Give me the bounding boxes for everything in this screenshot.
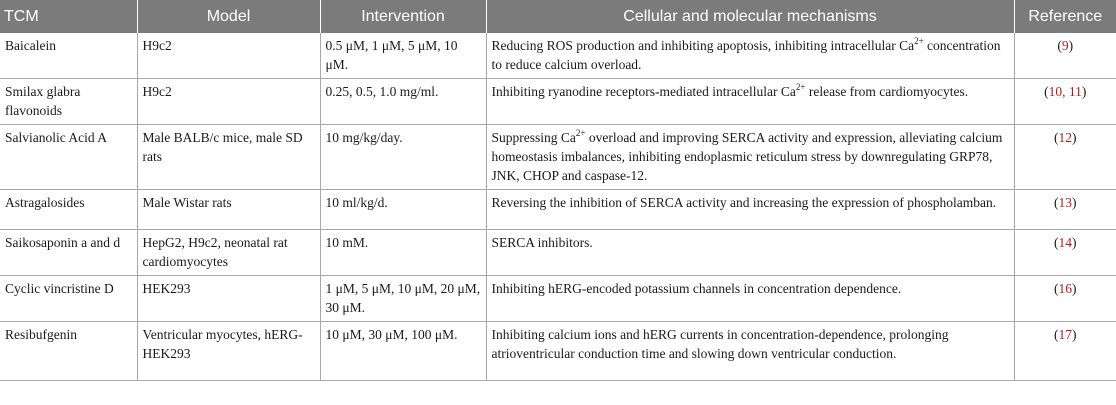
cell-mechanism [486, 322, 1014, 381]
cell-mechanism [486, 79, 1014, 125]
header-model: Model [137, 0, 320, 33]
reference-link[interactable]: 13 [1058, 195, 1072, 210]
mechanism-text: Inhibiting ryanodine receptors-mediated intracellular Ca [491, 84, 796, 99]
cell-model: H9c2 [137, 33, 320, 79]
mechanism-text: Reducing ROS production and inhibiting apoptosis, inhibiting intracellular Ca [491, 38, 915, 53]
table-row [0, 79, 1116, 125]
table-row [0, 125, 1116, 190]
cell-intervention: 0.25, 0.5, 1.0 mg/ml. [320, 79, 486, 125]
mechanism-text: Reversing the inhibition of SERCA activity and increasing the expression of phospholamban. [491, 195, 997, 210]
cell-mechanism [486, 276, 1014, 322]
cell-model: HEK293 [137, 276, 320, 322]
superscript: 2+ [914, 36, 924, 46]
cell-tcm: Resibufgenin [0, 322, 137, 381]
cell-tcm: Astragalosides [0, 190, 137, 230]
table-header [0, 0, 1116, 33]
cell-mechanism [486, 125, 1014, 190]
reference-link[interactable]: 9 [1061, 38, 1069, 53]
cell-model: H9c2 [137, 79, 320, 125]
table-body [0, 33, 1116, 381]
cell-reference: (9) [1014, 33, 1116, 79]
header-row [0, 0, 1116, 33]
cell-model: Ventricular myocytes, hERG-HEK293 [137, 322, 320, 381]
table-row [0, 190, 1116, 230]
cell-intervention: 1 μM, 5 μM, 10 μM, 20 μM, 30 μM. [320, 276, 486, 322]
cell-mechanism [486, 33, 1014, 79]
cell-tcm: Saikosaponin a and d [0, 230, 137, 276]
header-reference: Reference [1014, 0, 1116, 33]
reference-link[interactable]: 16 [1058, 281, 1072, 296]
mechanism-text-cont: overload and improving SERCA activity and expression, alleviating calcium homeostasis imbalances, inhibiting endoplasmic reticulum stress by downregulating GRP78, JNK, CHOP and caspase-12. [491, 130, 1003, 183]
header-mechanisms: Cellular and molecular mechanisms [486, 0, 1014, 33]
table-row [0, 33, 1116, 79]
mechanism-text-cont: concentration to reduce calcium overload. [491, 38, 1001, 72]
table-row [0, 276, 1116, 322]
cell-intervention: 10 μM, 30 μM, 100 μM. [320, 322, 486, 381]
header-intervention: Intervention [320, 0, 486, 33]
cell-intervention: 10 mg/kg/day. [320, 125, 486, 190]
cell-mechanism [486, 230, 1014, 276]
cell-intervention: 10 ml/kg/d. [320, 190, 486, 230]
table-row [0, 322, 1116, 381]
cell-reference: (14) [1014, 230, 1116, 276]
superscript: 2+ [575, 128, 586, 138]
mechanism-text: SERCA inhibitors. [491, 235, 593, 250]
cell-reference: (13) [1014, 190, 1116, 230]
cell-model: Male BALB/c mice, male SD rats [137, 125, 320, 190]
cell-reference: (17) [1014, 322, 1116, 381]
mechanism-text-cont: release from cardiomyocytes. [805, 84, 969, 99]
cell-intervention: 0.5 μM, 1 μM, 5 μM, 10 μM. [320, 33, 486, 79]
mechanism-text: Inhibiting hERG-encoded potassium channels in concentration dependence. [491, 281, 902, 296]
cell-tcm: Smilax glabra flavonoids [0, 79, 137, 125]
mechanism-text: Suppressing Ca [491, 130, 576, 145]
superscript: 2+ [795, 82, 806, 92]
cell-reference: (12) [1014, 125, 1116, 190]
cell-reference: (10, 11) [1014, 79, 1116, 125]
cell-tcm: Salvianolic Acid A [0, 125, 137, 190]
cell-tcm: Cyclic vincristine D [0, 276, 137, 322]
header-tcm: TCM [0, 0, 137, 33]
reference-link[interactable]: 17 [1058, 327, 1072, 342]
reference-link[interactable]: 14 [1058, 235, 1072, 250]
table-row [0, 230, 1116, 276]
cell-reference: (16) [1014, 276, 1116, 322]
mechanism-text: Inhibiting calcium ions and hERG currents in concentration-dependence, prolonging atrioventricular conduction time and slowing down ventricular conduction. [491, 327, 949, 361]
cell-tcm: Baicalein [0, 33, 137, 79]
reference-link[interactable]: 10, 11 [1048, 84, 1082, 99]
cell-intervention: 10 mM. [320, 230, 486, 276]
reference-link[interactable]: 12 [1058, 130, 1072, 145]
cell-mechanism [486, 190, 1014, 230]
cell-model: Male Wistar rats [137, 190, 320, 230]
cell-model: HepG2, H9c2, neonatal rat cardiomyocytes [137, 230, 320, 276]
